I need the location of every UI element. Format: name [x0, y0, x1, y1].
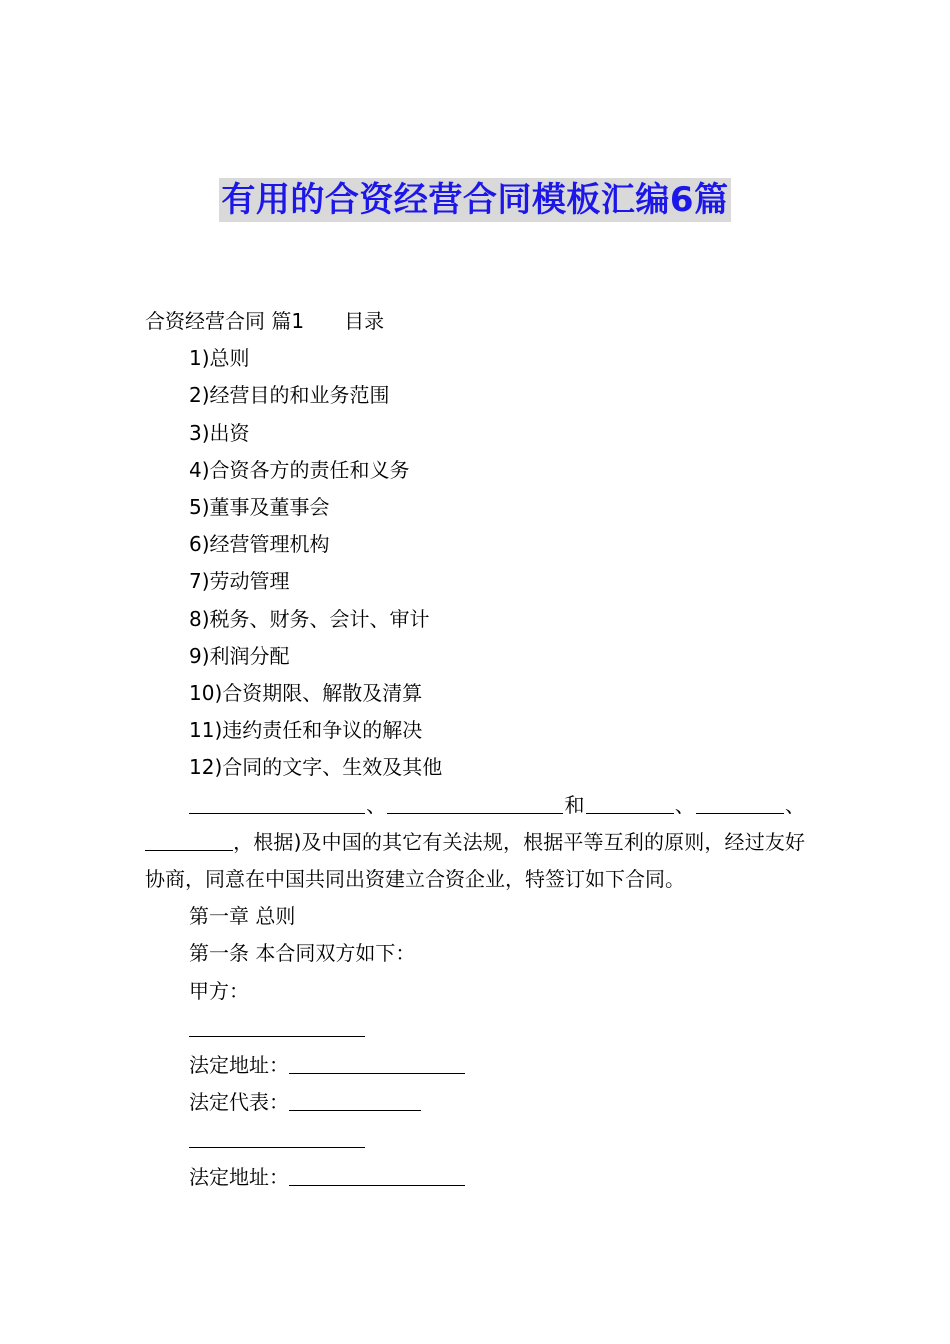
section-heading: 合资经营合同 篇1 — [145, 309, 305, 333]
legal-address-label: 法定地址： — [189, 1053, 289, 1078]
toc-item: 2)经营目的和业务范围 — [189, 383, 390, 408]
legal-rep-label: 法定代表： — [189, 1090, 289, 1115]
toc-item: 1)总则 — [189, 346, 250, 371]
legal-address-row — [145, 1047, 805, 1084]
toc-item: 7)劳动管理 — [189, 569, 290, 594]
blank-line — [189, 1016, 365, 1037]
document-title: 有用的合资经营合同模板汇编6篇 — [221, 180, 729, 220]
toc-item: 11)违约责任和争议的解决 — [189, 718, 423, 743]
legal-address-row-2 — [145, 1159, 805, 1196]
blank-line — [586, 793, 674, 814]
blank-line — [189, 1127, 365, 1148]
party-b-name-line — [145, 1121, 805, 1158]
blank-line — [696, 793, 784, 814]
legal-rep-row — [145, 1084, 805, 1121]
toc-item: 10)合资期限、解散及清算 — [189, 681, 423, 706]
document-body — [145, 303, 805, 1196]
party-a-name-line — [145, 1010, 805, 1047]
blank-line — [289, 1165, 465, 1186]
toc-item: 4)合资各方的责任和义务 — [189, 457, 410, 482]
conjunction: 和 — [563, 792, 586, 817]
party-a-label: 甲方： — [189, 978, 249, 1003]
article-heading: 第一条 本合同双方如下： — [189, 941, 416, 966]
blank-line — [189, 793, 365, 814]
title-container — [0, 178, 950, 222]
blank-line — [289, 1053, 465, 1074]
toc-item: 8)税务、财务、会计、审计 — [189, 606, 430, 631]
intro-paragraph — [145, 787, 805, 899]
legal-address-label: 法定地址： — [189, 1164, 289, 1189]
blank-line — [387, 793, 563, 814]
toc-item: 12)合同的文字、生效及其他 — [189, 755, 443, 780]
section-header-line — [145, 303, 805, 340]
toc-item: 3)出资 — [189, 420, 250, 445]
toc-item: 9)利润分配 — [189, 643, 290, 668]
blank-line — [145, 830, 233, 851]
separator: 、 — [783, 792, 806, 817]
chapter-heading: 第一章 总则 — [189, 904, 296, 929]
separator: 、 — [673, 792, 696, 817]
toc-label: 目录 — [344, 309, 385, 333]
blank-line — [289, 1090, 421, 1111]
separator: 、 — [365, 792, 388, 817]
intro-text: ，根据)及中国的其它有关法规，根据平等互利的原则，经过友好协商，同意在中国共同出资建立合资企业，特签订如下合同。 — [145, 829, 805, 892]
toc-item: 5)董事及董事会 — [189, 495, 330, 520]
toc-item: 6)经营管理机构 — [189, 532, 330, 557]
